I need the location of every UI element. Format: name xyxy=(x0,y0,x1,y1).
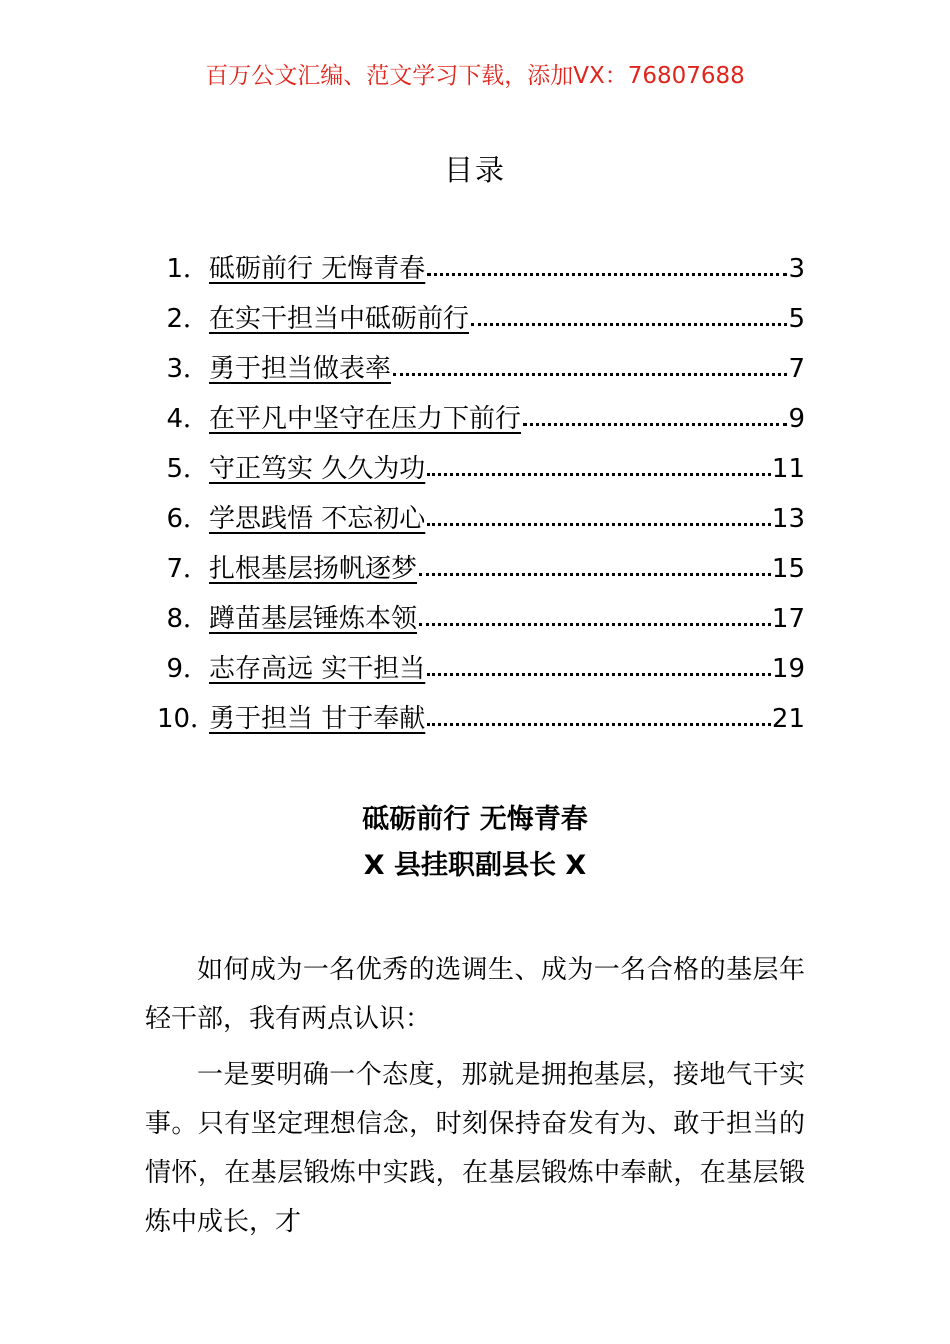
toc-entry[interactable] xyxy=(145,594,805,644)
toc-page-number: 5 xyxy=(788,304,805,334)
toc-entry[interactable] xyxy=(145,694,805,744)
toc-entry-number: 9． xyxy=(166,654,209,684)
promo-banner: 百万公文汇编、范文学习下载，添加VX：76807688 xyxy=(205,63,745,89)
toc-page-number: 17 xyxy=(771,604,805,634)
toc-entry[interactable] xyxy=(145,344,805,394)
toc-entry-number: 5． xyxy=(166,454,209,484)
toc-entry[interactable] xyxy=(145,544,805,594)
toc-entry-number: 7． xyxy=(166,554,209,584)
toc-leader-dots xyxy=(427,473,771,476)
toc-entry[interactable] xyxy=(145,294,805,344)
toc-entry-number: 3． xyxy=(166,354,209,384)
toc-entry[interactable] xyxy=(145,244,805,294)
toc-entry-number: 6． xyxy=(166,504,209,534)
toc-page-number: 3 xyxy=(788,254,805,284)
toc-page-number: 11 xyxy=(771,454,805,484)
toc-page-number: 9 xyxy=(788,404,805,434)
body-paragraph: 如何成为一名优秀的选调生、成为一名合格的基层年轻干部，我有两点认识： xyxy=(145,955,805,1034)
toc-leader-dots xyxy=(427,523,771,526)
toc-entry-number: 1． xyxy=(166,254,209,284)
toc-page-number: 19 xyxy=(771,654,805,684)
toc-entry-number: 10． xyxy=(157,704,217,734)
toc-leader-dots xyxy=(419,623,771,626)
article-author: X 县挂职副县长 X xyxy=(363,850,587,881)
toc-entry-link[interactable]: 守正笃实 久久为功 xyxy=(209,454,426,484)
toc-entry-link[interactable]: 扎根基层扬帆逐梦 xyxy=(209,554,418,584)
toc-entry-number: 8． xyxy=(166,604,209,634)
toc-page-number: 15 xyxy=(771,554,805,584)
toc-leader-dots xyxy=(393,373,787,376)
toc-entry-link[interactable]: 学思践悟 不忘初心 xyxy=(209,504,426,534)
toc-entry-number: 2． xyxy=(166,304,209,334)
toc-entry[interactable] xyxy=(145,644,805,694)
toc-entry[interactable] xyxy=(145,394,805,444)
toc-leader-dots xyxy=(523,423,787,426)
toc-leader-dots xyxy=(471,323,787,326)
toc-leader-dots xyxy=(427,273,787,276)
toc-entry[interactable] xyxy=(145,444,805,494)
toc-entry-number: 4． xyxy=(166,404,209,434)
article-title: 砥砺前行 无悔青春 xyxy=(362,804,588,835)
toc-leader-dots xyxy=(427,673,771,676)
toc-heading: 目录 xyxy=(443,153,506,187)
toc-leader-dots xyxy=(419,573,771,576)
toc-entry-link[interactable]: 蹲苗基层锤炼本领 xyxy=(209,604,418,634)
body-paragraph: 一是要明确一个态度，那就是拥抱基层，接地气干实事。只有坚定理想信念，时刻保持奋发有为、敢于担当的情怀，在基层锻炼中实践，在基层锻炼中奉献，在基层锻炼中成长，才 xyxy=(145,1060,805,1237)
toc-entry-link[interactable]: 在实干担当中砥砺前行 xyxy=(209,304,470,334)
toc-page-number: 13 xyxy=(771,504,805,534)
toc-page-number: 7 xyxy=(788,354,805,384)
toc-entry-link[interactable]: 在平凡中坚守在压力下前行 xyxy=(209,404,522,434)
toc-entry-link[interactable]: 勇于担当做表率 xyxy=(209,354,392,384)
table-of-contents xyxy=(145,244,805,744)
article-body xyxy=(145,946,805,1247)
toc-page-number: 21 xyxy=(771,704,805,734)
toc-entry-link[interactable]: 砥砺前行 无悔青春 xyxy=(209,254,426,284)
toc-leader-dots xyxy=(427,723,771,726)
toc-entry-link[interactable]: 志存高远 实干担当 xyxy=(209,654,426,684)
toc-entry[interactable] xyxy=(145,494,805,544)
toc-entry-link[interactable]: 勇于担当 甘于奉献 xyxy=(209,704,426,734)
